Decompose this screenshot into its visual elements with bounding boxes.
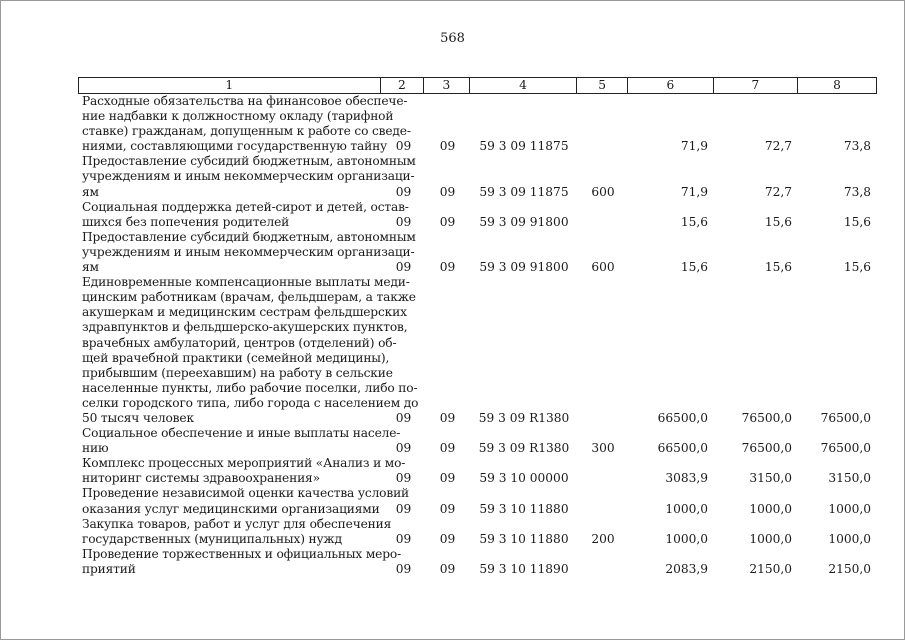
section-code: 09: [395, 561, 412, 576]
target-article-code: 59 3 10 11880: [479, 501, 569, 516]
expense-type-code: [578, 502, 628, 517]
expense-type-code: [578, 139, 628, 154]
amount-year-3: 73,8: [843, 139, 871, 154]
description-line: ям: [82, 184, 99, 199]
amount-year-3: 73,8: [843, 184, 871, 199]
amount-year-3: 76500,0: [820, 410, 871, 425]
section-code: 09: [395, 260, 412, 275]
amount-year-3: 15,6: [843, 260, 871, 275]
description-line: Проведение торжественных и официальных меро-: [82, 546, 402, 561]
description-line: Проведение независимой оценки качества условий: [82, 486, 410, 501]
table-row: [78, 486, 877, 516]
description-line: Единовременные компенсационные выплаты меди-: [82, 275, 410, 290]
row-description: [78, 426, 401, 456]
description-line: Комплекс процессных мероприятий «Анализ и мо-: [82, 456, 406, 471]
description-line: прибывшим (переехавшим) на работу в сельские: [82, 365, 393, 380]
description-line: оказания услуг медицинскими организациями: [82, 501, 380, 516]
section-code: 09: [395, 214, 412, 229]
table-row: [78, 547, 877, 577]
header-col-6: 6: [627, 78, 713, 93]
amount-year-2: 15,6: [764, 260, 792, 275]
description-line: учреждениям и иным некоммерческим организаци-: [82, 244, 415, 259]
subsection-code: 09: [439, 184, 456, 199]
description-line: здравпунктов и фельдшерско-акушерских пунктов,: [82, 320, 408, 335]
expense-type-code: [578, 215, 628, 230]
subsection-code: 09: [439, 531, 456, 546]
subsection-code: 09: [439, 260, 456, 275]
subsection-code: 09: [439, 410, 456, 425]
description-line: Социальное обеспечение и иные выплаты населе-: [82, 426, 401, 441]
amount-year-1: 71,9: [680, 184, 708, 199]
description-line: приятий: [82, 561, 136, 576]
amount-year-2: 76500,0: [741, 441, 792, 456]
description-line: цинским работникам (врачам, фельдшерам, а также: [82, 290, 416, 305]
section-code: 09: [395, 501, 412, 516]
table-row: [78, 230, 877, 275]
description-line: щей врачебной практики (семейной медицины),: [82, 350, 390, 365]
header-col-5: 5: [576, 78, 626, 93]
budget-table: [78, 77, 877, 577]
description-line: Закупка товаров, работ и услуг для обеспечения: [82, 516, 392, 531]
subsection-code: 09: [439, 441, 456, 456]
target-article-code: 59 3 09 91800: [479, 214, 569, 229]
expense-type-code: [578, 411, 628, 426]
subsection-code: 09: [439, 501, 456, 516]
description-line: ям: [82, 260, 99, 275]
table-row: [78, 426, 877, 456]
description-line: ниторинг системы здравоохранения»: [82, 471, 320, 486]
description-line: учреждениям и иным некоммерческим организаци-: [82, 169, 415, 184]
amount-year-1: 2083,9: [665, 561, 708, 576]
amount-year-2: 1000,0: [749, 501, 792, 516]
amount-year-1: 1000,0: [665, 531, 708, 546]
section-code: 09: [395, 184, 412, 199]
description-line: Расходные обязательства на финансовое обеспече-: [82, 94, 408, 108]
amount-year-2: 72,7: [764, 184, 792, 199]
row-description: [78, 516, 392, 547]
header-col-4: 4: [469, 78, 577, 93]
amount-year-2: 72,7: [764, 139, 792, 154]
target-article-code: 59 3 09 R1380: [478, 410, 570, 425]
target-article-code: 59 3 10 11890: [479, 561, 569, 576]
amount-year-1: 66500,0: [657, 441, 708, 456]
description-line: селки городского типа, либо города с населением до: [82, 395, 419, 410]
description-line: нию: [82, 441, 109, 456]
target-article-code: 59 3 09 11875: [479, 139, 569, 154]
amount-year-3: 1000,0: [828, 531, 871, 546]
page-number: 568: [440, 31, 465, 46]
amount-year-1: 3083,9: [665, 471, 708, 486]
target-article-code: 59 3 09 R1380: [478, 441, 570, 456]
description-line: врачебных амбулаторий, центров (отделений) об-: [82, 335, 397, 350]
subsection-code: 09: [439, 214, 456, 229]
header-col-2: 2: [380, 78, 424, 93]
target-article-code: 59 3 10 11880: [479, 531, 569, 546]
description-line: Предоставление субсидий бюджетным, автономным: [82, 154, 416, 169]
header-col-3: 3: [423, 78, 469, 93]
description-line: ние надбавки к должностному окладу (тарифной: [82, 109, 394, 124]
section-code: 09: [395, 471, 412, 486]
table-header: [78, 77, 877, 94]
expense-type-code: 300: [591, 441, 615, 456]
description-line: Социальная поддержка детей-сирот и детей, остав-: [82, 199, 409, 214]
description-line: населенные пункты, либо рабочие поселки, либо по-: [82, 380, 418, 395]
amount-year-3: 15,6: [843, 214, 871, 229]
expense-type-code: [578, 562, 628, 577]
description-line: 50 тысяч человек: [82, 410, 194, 425]
header-col-1: 1: [225, 78, 234, 92]
subsection-code: 09: [439, 561, 456, 576]
table-body: [78, 94, 877, 577]
target-article-code: 59 3 09 91800: [479, 260, 569, 275]
table-row: [78, 94, 877, 154]
description-line: шихся без попечения родителей: [82, 214, 290, 229]
amount-year-1: 1000,0: [665, 501, 708, 516]
amount-year-2: 76500,0: [741, 410, 792, 425]
section-code: 09: [395, 531, 412, 546]
description-line: ставке) гражданам, допущенным к работе со сведе-: [82, 124, 411, 139]
expense-type-code: 200: [591, 531, 615, 546]
section-code: 09: [395, 441, 412, 456]
header-col-8: 8: [797, 78, 876, 93]
subsection-code: 09: [439, 471, 456, 486]
expense-type-code: 600: [591, 184, 615, 199]
amount-year-3: 3150,0: [828, 471, 871, 486]
amount-year-2: 1000,0: [749, 531, 792, 546]
amount-year-1: 15,6: [680, 260, 708, 275]
description-line: ниями, составляющими государственную тайну: [82, 139, 388, 154]
subsection-code: 09: [439, 139, 456, 154]
table-row: [78, 517, 877, 547]
description-line: Предоставление субсидий бюджетным, автономным: [82, 229, 416, 244]
amount-year-3: 1000,0: [828, 501, 871, 516]
table-row: [78, 275, 877, 426]
amount-year-3: 2150,0: [828, 561, 871, 576]
amount-year-2: 3150,0: [749, 471, 792, 486]
table-row: [78, 200, 877, 230]
amount-year-3: 76500,0: [820, 441, 871, 456]
target-article-code: 59 3 09 11875: [479, 184, 569, 199]
expense-type-code: [578, 471, 628, 486]
amount-year-1: 15,6: [680, 214, 708, 229]
header-col-7: 7: [713, 78, 797, 93]
row-description: [78, 546, 402, 577]
amount-year-2: 2150,0: [749, 561, 792, 576]
table-row: [78, 154, 877, 199]
table-row: [78, 456, 877, 486]
description-line: акушеркам и медицинским сестрам фельдшерских: [82, 305, 407, 320]
amount-year-1: 66500,0: [657, 410, 708, 425]
section-code: 09: [395, 139, 412, 154]
description-line: государственных (муниципальных) нужд: [82, 531, 342, 546]
amount-year-1: 71,9: [680, 139, 708, 154]
target-article-code: 59 3 10 00000: [479, 471, 569, 486]
section-code: 09: [395, 410, 412, 425]
expense-type-code: 600: [591, 260, 615, 275]
amount-year-2: 15,6: [764, 214, 792, 229]
